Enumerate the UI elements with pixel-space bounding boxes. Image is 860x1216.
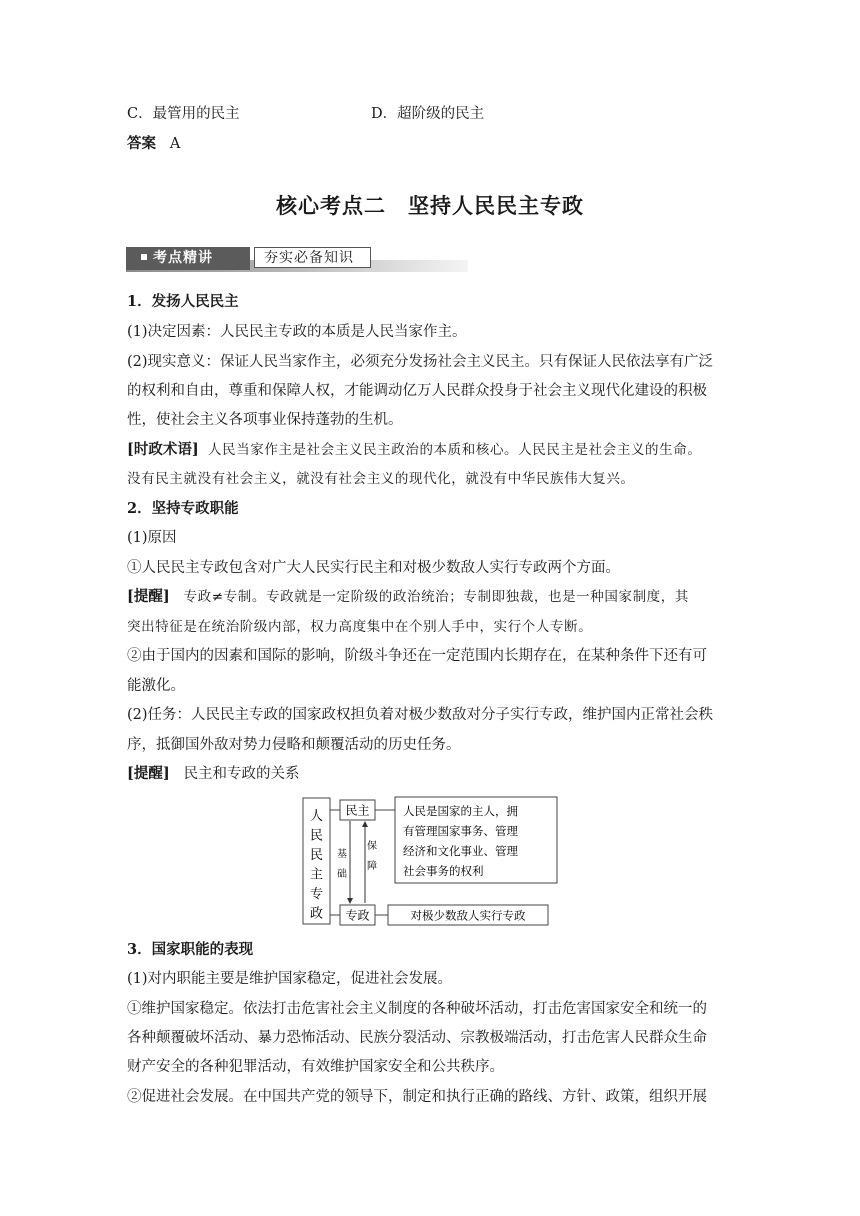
para: ②促进社会发展。在中国共产党的领导下，制定和执行正确的路线、方针、政策，组织开展 xyxy=(127,1089,707,1105)
answer-label: 答案 xyxy=(127,135,156,152)
democracy-box-label: 民主 xyxy=(345,803,370,818)
para: 性，使社会主义各项事业保持蓬勃的生机。 xyxy=(127,412,403,428)
para: (2)任务：人民民主专政的国家政权担负着对极少数敌对分子实行专政，维护国内正常社会秩 xyxy=(127,707,714,723)
para: 的权利和自由，尊重和保障人权，才能调动亿万人民群众投身于社会主义现代化建设的积极 xyxy=(127,383,707,399)
para: (2)现实意义：保证人民当家作主，必须充分发扬社会主义民主。只有保证人民依法享有广泛 xyxy=(127,354,714,370)
para: 各种颠覆破坏活动、暴力恐怖活动、民族分裂活动、宗教极端活动，打击危害人民群众生命 xyxy=(127,1030,707,1046)
option-c: C．最管用的民主 xyxy=(127,106,240,122)
tip-text: 专政≠专制。专政就是一定阶级的政治统治；专制即独裁，也是一种国家制度，其 xyxy=(183,589,689,605)
tip-label: [提醒] xyxy=(127,588,170,605)
democracy-desc-line: 社会事务的权利 xyxy=(403,864,484,878)
heading-1: 1．发扬人民民主 xyxy=(127,293,239,310)
para: 能激化。 xyxy=(127,678,185,694)
tip-text: 突出特征是在统治阶级内部，权力高度集中在个别人手中，实行个人专断。 xyxy=(127,619,593,635)
democracy-desc-line: 经济和文化事业、管理 xyxy=(403,844,518,858)
diagram-basis-char: 础 xyxy=(337,869,347,880)
square-bullet-icon xyxy=(141,254,147,260)
diagram-guarantee-char: 保 xyxy=(367,841,377,852)
term-label: [时政术语] xyxy=(127,441,199,458)
diagram-left-char: 专 xyxy=(309,887,324,902)
diagram-basis-char: 基 xyxy=(337,849,347,860)
democracy-desc-line: 有管理国家事务、管理 xyxy=(403,824,518,838)
heading-3: 3．国家职能的表现 xyxy=(127,941,254,958)
option-d: D．超阶级的民主 xyxy=(371,106,485,122)
tip-note xyxy=(127,764,300,784)
term-text: 人民当家作主是社会主义民主政治的本质和核心。人民民主是社会主义的生命。 xyxy=(207,442,702,458)
answer-value: A xyxy=(169,136,181,152)
tip-note xyxy=(127,587,689,607)
term-text: 没有民主就没有社会主义，就没有社会主义的现代化，就没有中华民族伟大复兴。 xyxy=(127,471,635,487)
section-title: 核心考点二 坚持人民民主专政 xyxy=(276,193,584,218)
diagram-left-char: 民 xyxy=(309,828,324,844)
banner-left xyxy=(126,247,250,270)
diagram-guarantee-char: 障 xyxy=(367,861,377,872)
tip-text: 民主和专政的关系 xyxy=(183,766,300,782)
diagram-svg xyxy=(300,795,560,931)
para: ②由于国内的因素和国际的影响，阶级斗争还在一定范围内长期存在，在某种条件下还有可 xyxy=(127,648,707,664)
banner-right: 夯实必备知识 xyxy=(254,247,371,268)
diagram-left-char: 政 xyxy=(309,906,324,922)
para: ①人民民主专政包含对广大人民实行民主和对极少数敌人实行专政两个方面。 xyxy=(127,560,620,576)
heading-2: 2．坚持专政职能 xyxy=(127,500,239,517)
para: (1)决定因素：人民民主专政的本质是人民当家作主。 xyxy=(127,324,467,340)
democracy-dictatorship-diagram xyxy=(300,795,560,931)
para: (1)对内职能主要是维护国家稳定，促进社会发展。 xyxy=(127,971,453,987)
banner-left-label: 考点精讲 xyxy=(153,250,213,266)
democracy-desc-line: 人民是国家的主人，拥 xyxy=(403,804,518,818)
diagram-left-char: 民 xyxy=(309,848,324,863)
diagram-left-char: 主 xyxy=(309,867,324,883)
tip-label: [提醒] xyxy=(127,765,170,782)
term-note xyxy=(127,440,701,460)
dictatorship-desc: 对极少数敌人实行专政 xyxy=(410,908,526,923)
para: ①维护国家稳定。依法打击危害社会主义制度的各种破坏活动，打击危害国家安全和统一的 xyxy=(127,1001,707,1017)
para: (1)原因 xyxy=(127,530,177,546)
para: 序，抵御国外敌对势力侵略和颠覆活动的历史任务。 xyxy=(127,737,461,753)
diagram-left-char: 人 xyxy=(309,809,324,824)
dictatorship-box-label: 专政 xyxy=(345,908,370,923)
para: 财产安全的各种犯罪活动，有效维护国家安全和公共秩序。 xyxy=(127,1059,504,1075)
answer xyxy=(127,134,180,154)
section-banner xyxy=(126,247,468,274)
